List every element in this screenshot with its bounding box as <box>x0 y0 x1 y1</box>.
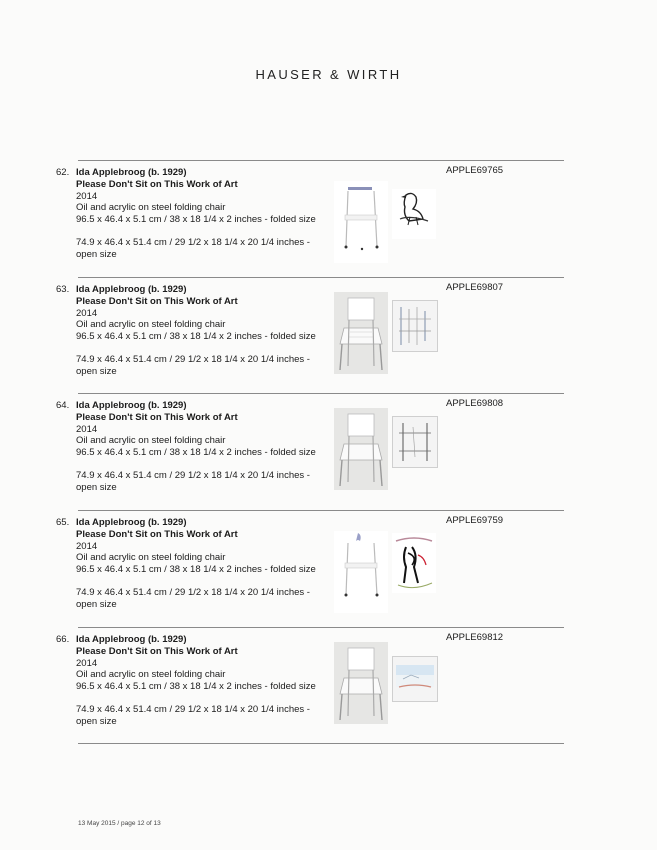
folded-size: 96.5 x 46.4 x 5.1 cm / 38 x 18 1/4 x 2 inches - folded size <box>76 681 316 693</box>
artwork-title: Please Don't Sit on This Work of Art <box>76 528 238 540</box>
catalog-item <box>0 284 657 396</box>
inventory-code: APPLE69812 <box>446 632 504 643</box>
chair-photo <box>334 181 388 263</box>
artwork-medium: Oil and acrylic on steel folding chair <box>76 319 226 331</box>
artist-name: Ida Applebroog (b. 1929) <box>76 167 187 178</box>
item-number: 62. <box>56 167 70 178</box>
item-number: 65. <box>56 517 70 528</box>
divider <box>78 510 564 511</box>
open-size-label: open size <box>76 715 117 727</box>
artist-name: Ida Applebroog (b. 1929) <box>76 284 187 295</box>
detail-image-bird <box>392 189 436 239</box>
divider <box>78 627 564 628</box>
item-details <box>76 284 326 378</box>
folded-size: 96.5 x 46.4 x 5.1 cm / 38 x 18 1/4 x 2 inches - folded size <box>76 214 316 226</box>
open-size: 74.9 x 46.4 x 51.4 cm / 29 1/2 x 18 1/4 x 20 1/4 inches - <box>76 469 310 481</box>
item-details <box>76 167 326 261</box>
artist-name: Ida Applebroog (b. 1929) <box>76 634 187 645</box>
artwork-medium: Oil and acrylic on steel folding chair <box>76 435 226 447</box>
artwork-medium: Oil and acrylic on steel folding chair <box>76 202 226 214</box>
divider <box>78 160 564 161</box>
divider <box>78 277 564 278</box>
artwork-year: 2014 <box>76 423 98 435</box>
inventory-code: APPLE69765 <box>446 165 504 176</box>
folded-size: 96.5 x 46.4 x 5.1 cm / 38 x 18 1/4 x 2 inches - folded size <box>76 447 316 459</box>
page-footer: 13 May 2015 / page 12 of 13 <box>78 820 161 827</box>
divider <box>78 743 564 744</box>
chair-photo <box>334 408 388 490</box>
open-size: 74.9 x 46.4 x 51.4 cm / 29 1/2 x 18 1/4 x 20 1/4 inches - <box>76 353 310 365</box>
item-details <box>76 634 326 728</box>
open-size-label: open size <box>76 481 117 493</box>
artwork-title: Please Don't Sit on This Work of Art <box>76 295 238 307</box>
artist-name: Ida Applebroog (b. 1929) <box>76 400 187 411</box>
inventory-code: APPLE69808 <box>446 398 504 409</box>
artwork-year: 2014 <box>76 540 98 552</box>
artwork-year: 2014 <box>76 190 98 202</box>
artwork-medium: Oil and acrylic on steel folding chair <box>76 552 226 564</box>
open-size: 74.9 x 46.4 x 51.4 cm / 29 1/2 x 18 1/4 x 20 1/4 inches - <box>76 236 310 248</box>
catalog-item <box>0 634 657 746</box>
artwork-year: 2014 <box>76 307 98 319</box>
inventory-code: APPLE69807 <box>446 282 504 293</box>
item-number: 63. <box>56 284 70 295</box>
item-number: 66. <box>56 634 70 645</box>
item-number: 64. <box>56 400 70 411</box>
artwork-year: 2014 <box>76 657 98 669</box>
open-size-label: open size <box>76 598 117 610</box>
artwork-title: Please Don't Sit on This Work of Art <box>76 178 238 190</box>
open-size-label: open size <box>76 365 117 377</box>
catalog-item <box>0 400 657 512</box>
open-size: 74.9 x 46.4 x 51.4 cm / 29 1/2 x 18 1/4 x 20 1/4 inches - <box>76 703 310 715</box>
catalog-item <box>0 517 657 629</box>
detail-image-landscape <box>392 656 438 702</box>
artwork-medium: Oil and acrylic on steel folding chair <box>76 669 226 681</box>
chair-photo <box>334 531 388 613</box>
chair-photo <box>334 642 388 724</box>
divider <box>78 393 564 394</box>
open-size-label: open size <box>76 248 117 260</box>
inventory-code: APPLE69759 <box>446 515 504 526</box>
detail-image-seat <box>392 416 438 468</box>
folded-size: 96.5 x 46.4 x 5.1 cm / 38 x 18 1/4 x 2 inches - folded size <box>76 564 316 576</box>
catalog-item <box>0 167 657 279</box>
chair-photo <box>334 292 388 374</box>
detail-image-seat <box>392 300 438 352</box>
item-details <box>76 400 326 494</box>
artwork-title: Please Don't Sit on This Work of Art <box>76 645 238 657</box>
item-details <box>76 517 326 611</box>
gallery-logo: HAUSER & WIRTH <box>255 67 402 82</box>
detail-image-figure <box>392 533 436 593</box>
artist-name: Ida Applebroog (b. 1929) <box>76 517 187 528</box>
open-size: 74.9 x 46.4 x 51.4 cm / 29 1/2 x 18 1/4 x 20 1/4 inches - <box>76 586 310 598</box>
artwork-title: Please Don't Sit on This Work of Art <box>76 411 238 423</box>
folded-size: 96.5 x 46.4 x 5.1 cm / 38 x 18 1/4 x 2 inches - folded size <box>76 331 316 343</box>
